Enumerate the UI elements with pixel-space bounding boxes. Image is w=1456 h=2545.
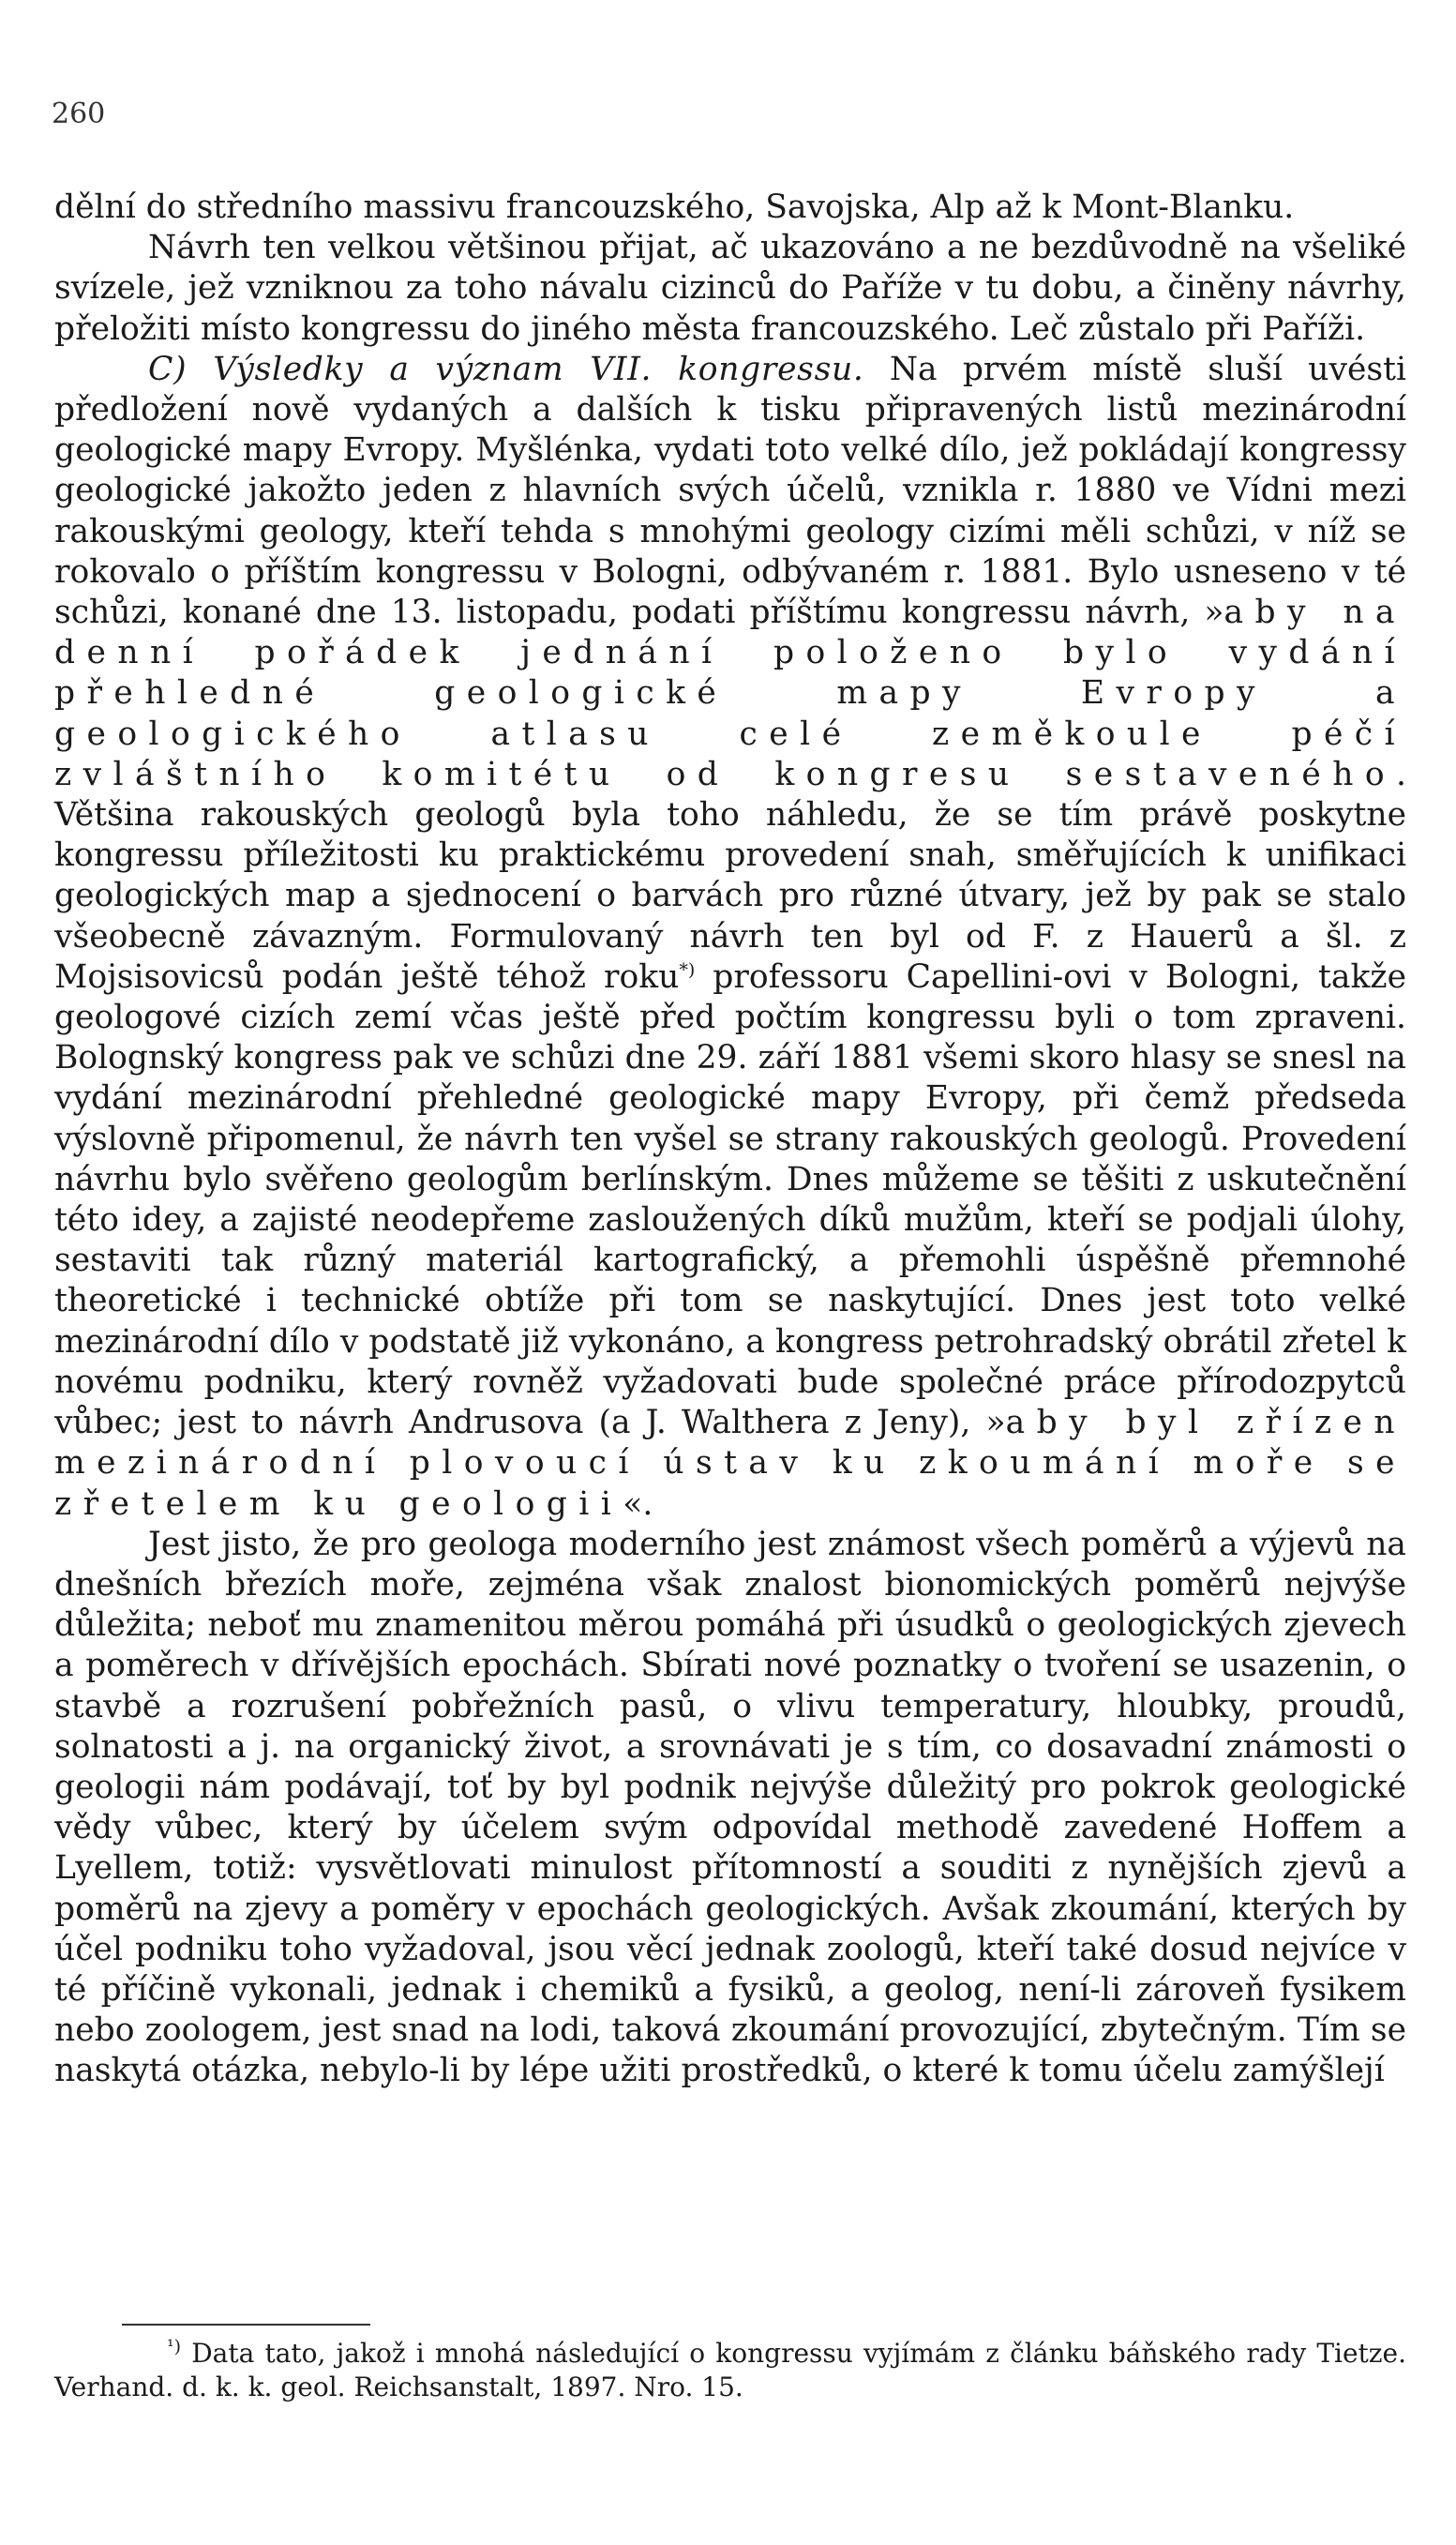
paragraph-3-text-d: «. <box>623 1484 653 1523</box>
footnote-text: Data tato, jakož i mnohá následující o kongressu vyjímám z článku báňského rady Tietze. Verhand. d. k. k. geol. Reichsanstalt, 1897. Nro. 15. <box>54 2338 1406 2402</box>
footnote-mark: ¹) <box>167 2336 182 2357</box>
paragraph-2: Návrh ten velkou většinou přijat, ač ukazováno a ne bezdůvodně na všeliké svízele, jež vzniknou za toho návalu cizinců do Paříže v tu dobu, a činěny návrhy, přeložiti místo kongressu do jiného města francouzského. Leč zůstalo při Paříži. <box>54 229 1406 348</box>
paragraph-3-text-a: Na prvém místě sluší uvésti předložení nově vydaných a dalších k tisku připravených listů mezinárodní geologické mapy Evropy. Myšlénka, vydati toto velké dílo, jež pokládají kongressy geologické jakožto jeden z hlavních svých účelů, vznikla r. 1880 ve Vídni mezi rakouskými geology, kteří tehda s mnohými geology cizími měli schůzi, v níž se rokovalo o příštím kongressu v Bologni, odbývaném r. 1881. Bylo usneseno v té schůzi, konané dne 13. listopadu, podati příštímu kongressu návrh, » <box>54 350 1407 632</box>
footnote-reference: *) <box>679 959 696 981</box>
footnote-divider <box>122 2324 370 2326</box>
spaced-quote-ustav: aby byl zřízen mezinárodní plovoucí ústav ku zkoumání moře se zřetelem ku geologii <box>54 1404 1406 1523</box>
section-heading: C) Výsledky a význam VII. kongressu. <box>148 350 864 388</box>
spaced-quote-mapa: aby na denní pořádek jednání položeno bylo vydání přehledné geologické mapy Evropy a geologického atlasu celé zeměkoule péčí zvláštního komitétu od kongresu sestaveného <box>54 594 1406 793</box>
body-text <box>54 188 1406 2092</box>
page-number: 260 <box>52 98 106 130</box>
paragraph-4: Jest jisto, že pro geologa moderního jest známost všech poměrů a výjevů na dnešních březích moře, zejména však znalost bionomických poměrů nejvýše důležita; neboť mu znamenitou měrou pomáhá při úsudků o geologických zjevech a poměrech v dřívějších epochách. Sbírati nové poznatky o tvoření se usazenin, o stavbě a rozrušení pobřežních pasů, o vlivu temperatury, hloubky, proudů, solnatosti a j. na organický život, a srovnávati je s tím, co dosavadní známosti o geologii nám podávají, toť by byl podnik nejvýše důležitý pro pokrok geologické vědy vůbec, který by účelem svým odpovídal methodě zavedené Hoffem a Lyellem, totiž: vysvětlovati minulost přítomností a souditi z nynějších zjevů a poměrů na zjevy a poměry v epochách geologických. Avšak zkoumání, kterých by účel podniku toho vyžadoval, jsou věcí jednak zoologů, kteří také dosud nejvíce v té příčině vykonali, jednak i chemiků a fysiků, a geolog, není-li zároveň fysikem nebo zoologem, jest snad na lodi, taková zkoumání provozující, zbytečným. Tím se naskytá otázka, nebylo-li by lépe užiti prostředků, o které k tomu účelu zamýšlejí <box>54 1525 1406 2090</box>
paragraph-3 <box>54 350 1406 1525</box>
footnote <box>54 2337 1406 2404</box>
paragraph-3-text-b: . Většina rakouských geologů byla toho náhledu, že se tím právě poskytne kongressu příležitosti ku praktickému provedení snah, směřujících k unifikaci geologických map a sjednocení o barvách pro různé útvary, jež by pak se stalo všeobecně závazným. Formulovaný návrh ten byl od F. z Hauerů a šl. z Mojsisovicsů podán ještě téhož roku <box>54 755 1406 996</box>
paragraph-1: dělní do středního massivu francouzského, Savojska, Alp až k Mont-Blanku. <box>54 188 1295 226</box>
paragraph-3-text-c: professoru Capellini-ovi v Bologni, takže geologové cizích zemí včas ještě před počtím kongressu byli o tom zpraveni. Bolognský kongress pak ve schůzi dne 29. září 1881 všemi skoro hlasy se snesl na vydání mezinárodní přehledné geologické mapy Evropy, při čemž předseda výslovně připomenul, že návrh ten vyšel se strany rakouských geologů. Provedení návrhu bylo svěřeno geologům berlínským. Dnes můžeme se těšiti z uskutečnění této idey, a zajisté neodepřeme zasloužených díků mužům, kteří se podjali úlohy, sestaviti tak různý materiál kartografický, a přemohli úspěšně přemnohé theoretické i technické obtíže při tom se naskytující. Dnes jest toto velké mezinárodní dílo v podstatě již vykonáno, a kongress petrohradský obrátil zřetel k novému podniku, který rovněž vyžadovati bude společné práce přírodozpytců vůbec; jest to návrh Andrusova (a J. Walthera z Jeny), » <box>54 957 1406 1442</box>
